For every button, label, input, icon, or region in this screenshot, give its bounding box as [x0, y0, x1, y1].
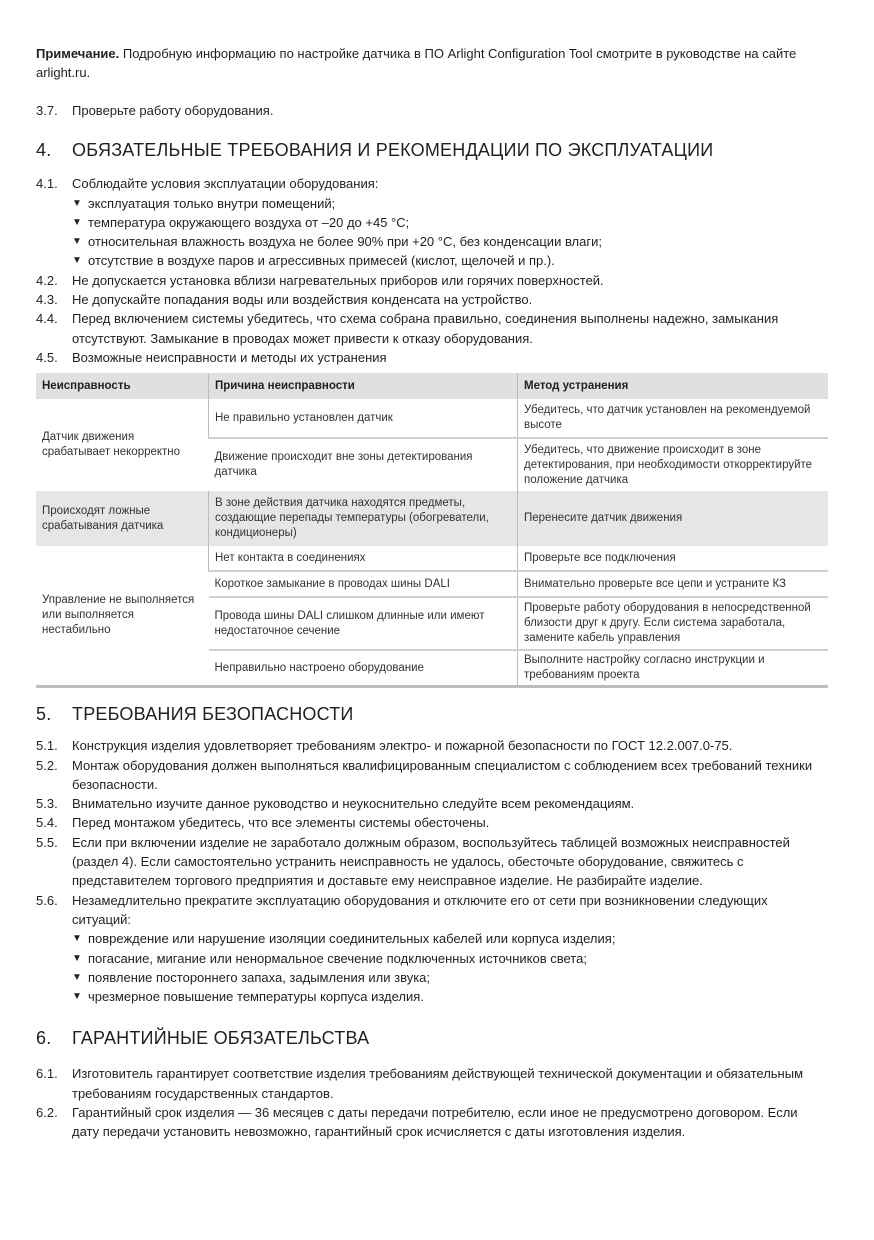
fix-cell: Убедитесь, что движение происходит в зоне детектирования, при необходимости откорректируйте положение датчика	[518, 438, 829, 491]
bullet-text: эксплуатация только внутри помещений;	[88, 195, 336, 211]
list-item	[36, 736, 828, 755]
section-5-list	[36, 736, 828, 1006]
triangle-down-icon: ▼	[72, 991, 82, 1003]
section-4-list	[36, 174, 828, 367]
section-6-list	[36, 1064, 828, 1141]
bullet-item	[72, 968, 828, 987]
document-page	[36, 44, 828, 1142]
note-paragraph	[36, 44, 828, 82]
cause-cell: Не правильно установлен датчик	[209, 399, 518, 438]
item-text: Монтаж оборудования должен выполняться квалифицированным специалистом с соблюдением всех требований техники безопасности.	[72, 757, 813, 792]
item-text: Проверьте работу оборудования.	[72, 103, 274, 118]
list-item	[36, 794, 828, 813]
cause-cell: Неправильно настроено оборудование	[209, 650, 518, 687]
header-fix: Метод устранения	[518, 373, 829, 399]
item-number: 6.1.	[36, 1066, 58, 1082]
section-title: ТРЕБОВАНИЯ БЕЗОПАСНОСТИ	[72, 704, 354, 725]
cause-cell: Короткое замыкание в проводах шины DALI	[209, 571, 518, 597]
fix-cell: Внимательно проверьте все цепи и устраните КЗ	[518, 571, 829, 597]
fix-cell: Проверьте все подключения	[518, 546, 829, 571]
list-item	[36, 174, 828, 193]
bullet-item	[72, 213, 828, 232]
fault-cell: Датчик движения срабатывает некорректно	[42, 431, 181, 459]
table-header-row	[36, 373, 828, 399]
list-item	[36, 309, 828, 348]
bullet-text: отсутствие в воздухе паров и агрессивных примесей (кислот, щелочей и пр.).	[88, 253, 555, 269]
fix-cell: Убедитесь, что датчик установлен на рекомендуемой высоте	[518, 399, 829, 438]
table-row	[36, 546, 828, 571]
list-item	[36, 756, 828, 795]
bullet-text: появление постороннего запаха, задымления или звука;	[88, 969, 431, 985]
list-item	[36, 290, 828, 309]
bullet-text: относительная влажность воздуха не более 90% при +20 °C, без конденсации влаги;	[88, 234, 602, 250]
list-item	[36, 891, 828, 930]
triangle-down-icon: ▼	[72, 197, 82, 209]
item-text: Не допускайте попадания воды или воздействия конденсата на устройство.	[72, 292, 533, 308]
cause-cell: Нет контакта в соединениях	[209, 546, 518, 571]
bullet-item	[72, 251, 828, 270]
cause-cell: Провода шины DALI слишком длинные или имеют недостаточное сечение	[209, 597, 518, 650]
triangle-down-icon: ▼	[72, 236, 82, 248]
item-text: Гарантийный срок изделия — 36 месяцев с даты передачи потребителю, если иное не предусмотрено договором. Если дату передачи установить невозможно, гарантийный срок исчисляется с даты изготовления изделия.	[72, 1105, 798, 1140]
fault-cell: Происходят ложные срабатывания датчика	[36, 491, 209, 546]
bullet-item	[72, 987, 828, 1006]
note-text: Подробную информацию по настройке датчика в ПО Arlight Configuration Tool смотрите в руководстве на сайте arlight.ru.	[36, 46, 797, 80]
section-6-heading	[36, 1026, 828, 1050]
list-item	[36, 1103, 828, 1142]
triangle-down-icon: ▼	[72, 216, 82, 228]
bullet-list	[72, 929, 828, 1006]
item-text: Конструкция изделия удовлетворяет требованиям электро- и пожарной безопасности по ГОСТ 12.2.007.0-75.	[72, 738, 733, 754]
list-item	[36, 348, 828, 367]
item-number: 6.2.	[36, 1105, 58, 1121]
triangle-down-icon: ▼	[72, 952, 82, 964]
bullet-item	[72, 194, 828, 213]
item-text: Возможные неисправности и методы их устранения	[72, 349, 387, 365]
header-fault: Неисправность	[36, 373, 209, 399]
fix-cell: Проверьте работу оборудования в непосредственной близости друг к другу. Если система заработала, замените кабель управления	[518, 597, 829, 650]
list-item	[36, 813, 828, 832]
item-text: Если при включении изделие не заработало должным образом, воспользуйтесь таблицей возможных неисправностей (раздел 4). Если самостоятельно устранить неисправность не удалось, обесточьте оборудование, свяжитесь с представителем торгового предприятия и доставьте ему неисправное изделие. Не разбирайте изделие.	[72, 834, 790, 889]
list-item	[36, 1064, 828, 1103]
item-number: 5.6.	[36, 892, 58, 908]
item-number: 4.4.	[36, 311, 58, 327]
bullet-list	[72, 194, 828, 271]
triangle-down-icon: ▼	[72, 933, 82, 945]
item-number: 3.7.	[36, 103, 58, 118]
section-number: 6.	[36, 1028, 52, 1049]
fault-cell: Управление не выполняется или выполняется нестабильно	[42, 594, 195, 637]
item-text: Изготовитель гарантирует соответствие изделия требованиям действующей технической документации и обязательным требованиям государственных стандартов.	[72, 1066, 804, 1101]
item-text: Не допускается установка вблизи нагревательных приборов или горячих поверхностей.	[72, 272, 604, 288]
section-number: 5.	[36, 704, 52, 725]
item-text: Перед включением системы убедитесь, что схема собрана правильно, соединения выполнены надежно, замыкания отсутствуют. Замыкание в проводах может привести к отказу оборудования.	[72, 311, 779, 346]
faults-table	[36, 373, 828, 688]
section-title: ГАРАНТИЙНЫЕ ОБЯЗАТЕЛЬСТВА	[72, 1028, 370, 1049]
section-number: 4.	[36, 140, 52, 161]
fix-cell: Перенесите датчик движения	[518, 491, 829, 546]
bullet-item	[72, 232, 828, 251]
list-item	[36, 833, 828, 891]
bullet-text: погасание, мигание или ненормальное свечение подключенных источников света;	[88, 950, 587, 966]
cause-cell: Движение происходит вне зоны детектирования датчика	[209, 438, 518, 491]
bullet-text: температура окружающего воздуха от –20 до +45 °C;	[88, 214, 410, 230]
item-text: Внимательно изучите данное руководство и неукоснительно следуйте всем рекомендациям.	[72, 796, 635, 812]
fix-cell: Выполните настройку согласно инструкции и требованиям проекта	[518, 650, 829, 687]
item-number: 5.5.	[36, 834, 58, 850]
bullet-item	[72, 929, 828, 948]
list-item	[36, 271, 828, 290]
triangle-down-icon: ▼	[72, 255, 82, 267]
header-cause: Причина неисправности	[209, 373, 518, 399]
step-3-7	[36, 101, 828, 120]
section-4-heading	[36, 138, 828, 162]
item-number: 4.5.	[36, 349, 58, 365]
table-row	[36, 491, 828, 546]
item-number: 5.4.	[36, 815, 58, 831]
item-number: 4.3.	[36, 292, 58, 308]
section-title: ОБЯЗАТЕЛЬНЫЕ ТРЕБОВАНИЯ И РЕКОМЕНДАЦИИ ПО ЭКСПЛУАТАЦИИ	[72, 140, 714, 161]
cause-cell: В зоне действия датчика находятся предметы, создающие перепады температуры (обогреватели, кондиционеры)	[209, 491, 518, 546]
bullet-text: чрезмерное повышение температуры корпуса изделия.	[88, 989, 424, 1005]
item-text: Незамедлительно прекратите эксплуатацию оборудования и отключите его от сети при возникновении следующих ситуаций:	[72, 892, 768, 927]
bullet-text: повреждение или нарушение изоляции соединительных кабелей или корпуса изделия;	[88, 931, 616, 947]
item-text: Соблюдайте условия эксплуатации оборудования:	[72, 176, 379, 192]
item-number: 5.3.	[36, 796, 58, 812]
item-text: Перед монтажом убедитесь, что все элементы системы обесточены.	[72, 815, 490, 831]
table-row	[36, 399, 828, 438]
item-number: 5.2.	[36, 757, 58, 773]
item-number: 4.1.	[36, 176, 58, 192]
note-label: Примечание.	[36, 46, 120, 61]
item-number: 4.2.	[36, 272, 58, 288]
section-5-heading	[36, 702, 828, 726]
triangle-down-icon: ▼	[72, 971, 82, 983]
item-number: 5.1.	[36, 738, 58, 754]
bullet-item	[72, 949, 828, 968]
